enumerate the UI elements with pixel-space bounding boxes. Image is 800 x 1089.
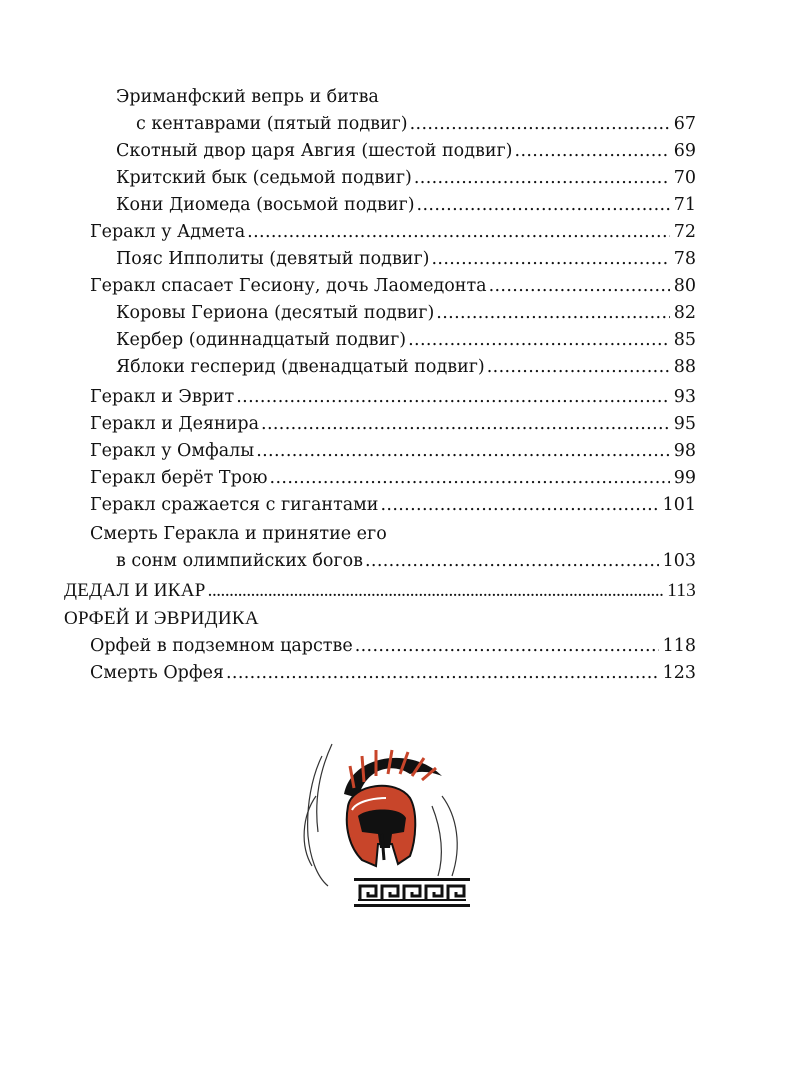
greek-key-base [354,878,470,907]
dot-leader [380,492,658,519]
page-number: 118 [662,636,696,656]
dot-leader [261,411,670,438]
toc-entry-cretan-bull: Критский бык (седьмой подвиг) . . . 70 [116,165,696,192]
page-number: 99 [673,468,696,488]
page-number: 93 [673,387,696,407]
dot-leader [414,165,670,192]
helmet-shell [347,786,416,866]
page-number: 103 [662,551,696,571]
toc-entry-girdle-of-hippolyta: Пояс Ипполиты (девятый подвиг) . . . 78 [116,246,696,273]
page-number: 69 [673,141,696,161]
dot-leader [236,384,670,411]
dot-leader [487,354,670,381]
page-number: 123 [662,663,696,683]
toc-entry-mares-of-diomedes: Кони Диомеда (восьмой подвиг) . . . 71 [116,192,696,219]
page-number: 101 [662,495,696,515]
dot-leader [247,219,670,246]
dot-leader [270,465,670,492]
toc-entry-death-of-heracles-cont: в сонм олимпийских богов . . . 103 [116,548,696,575]
dot-leader [355,633,659,660]
toc-entry-augean-stables: Скотный двор царя Авгия (шестой подвиг) . . . 69 [116,138,696,165]
toc-section-orpheus-eurydice: ОРФЕЙ И ЭВРИДИКА [64,608,259,629]
page-number: 67 [673,114,696,134]
toc-entry-heracles-saves-hesione: Геракл спасает Гесиону, дочь Лаомедонта . . . 80 [90,273,696,300]
page-number: 98 [673,441,696,461]
dot-leader [436,300,669,327]
dot-leader [410,111,670,138]
toc-entry-heracles-deianira: Геракл и Деянира . . . 95 [90,411,696,438]
toc-entry-cerberus: Кербер (одиннадцатый подвиг) . . . 85 [116,327,696,354]
toc-entry-orpheus-underworld: Орфей в подземном царстве . . . 118 [90,633,696,660]
dot-leader [515,138,670,165]
toc-entry-death-of-orpheus: Смерть Орфея . . . 123 [90,660,696,687]
toc-entry-heracles-takes-troy: Геракл берёт Трою . . . 99 [90,465,696,492]
dot-leader [208,577,664,604]
dot-leader [256,438,670,465]
toc-entry-heracles-admetus: Геракл у Адмета . . . 72 [90,219,696,246]
page-number: 78 [673,249,696,269]
page-number: 85 [673,330,696,350]
page-number: 113 [667,580,696,601]
toc-entry-cattle-of-geryon: Коровы Гериона (десятый подвиг) . . . 82 [116,300,696,327]
toc-entry-erymanthian-boar-cont: с кентаврами (пятый подвиг) . . . 67 [136,111,696,138]
toc-entry-heracles-omphale: Геракл у Омфалы . . . 98 [90,438,696,465]
page-number: 71 [673,195,696,215]
dot-leader [408,327,670,354]
dot-leader [431,246,669,273]
spartan-helmet-with-greek-key-icon [292,736,474,922]
dot-leader [417,192,670,219]
toc-section-daedalus-icarus: ДЕДАЛ И ИКАР . . . 113 [64,577,696,604]
toc-entry-death-of-heracles: Смерть Геракла и принятие его [90,524,387,544]
page-number: 95 [673,414,696,434]
dot-leader [365,548,659,575]
toc-entry-heracles-giants: Геракл сражается с гигантами . . . 101 [90,492,696,519]
toc-entry-erymanthian-boar: Эриманфский вепрь и битва [116,87,379,107]
page-number: 88 [673,357,696,377]
toc-entry-heracles-eurytus: Геракл и Эврит . . . 93 [90,384,696,411]
page-number: 82 [673,303,696,323]
page-number: 70 [673,168,696,188]
toc-entry-apples-of-hesperides: Яблоки гесперид (двенадцатый подвиг) . . . 88 [116,354,696,381]
page-number: 72 [673,222,696,242]
dot-leader [226,660,659,687]
page-number: 80 [673,276,696,296]
dot-leader [489,273,670,300]
